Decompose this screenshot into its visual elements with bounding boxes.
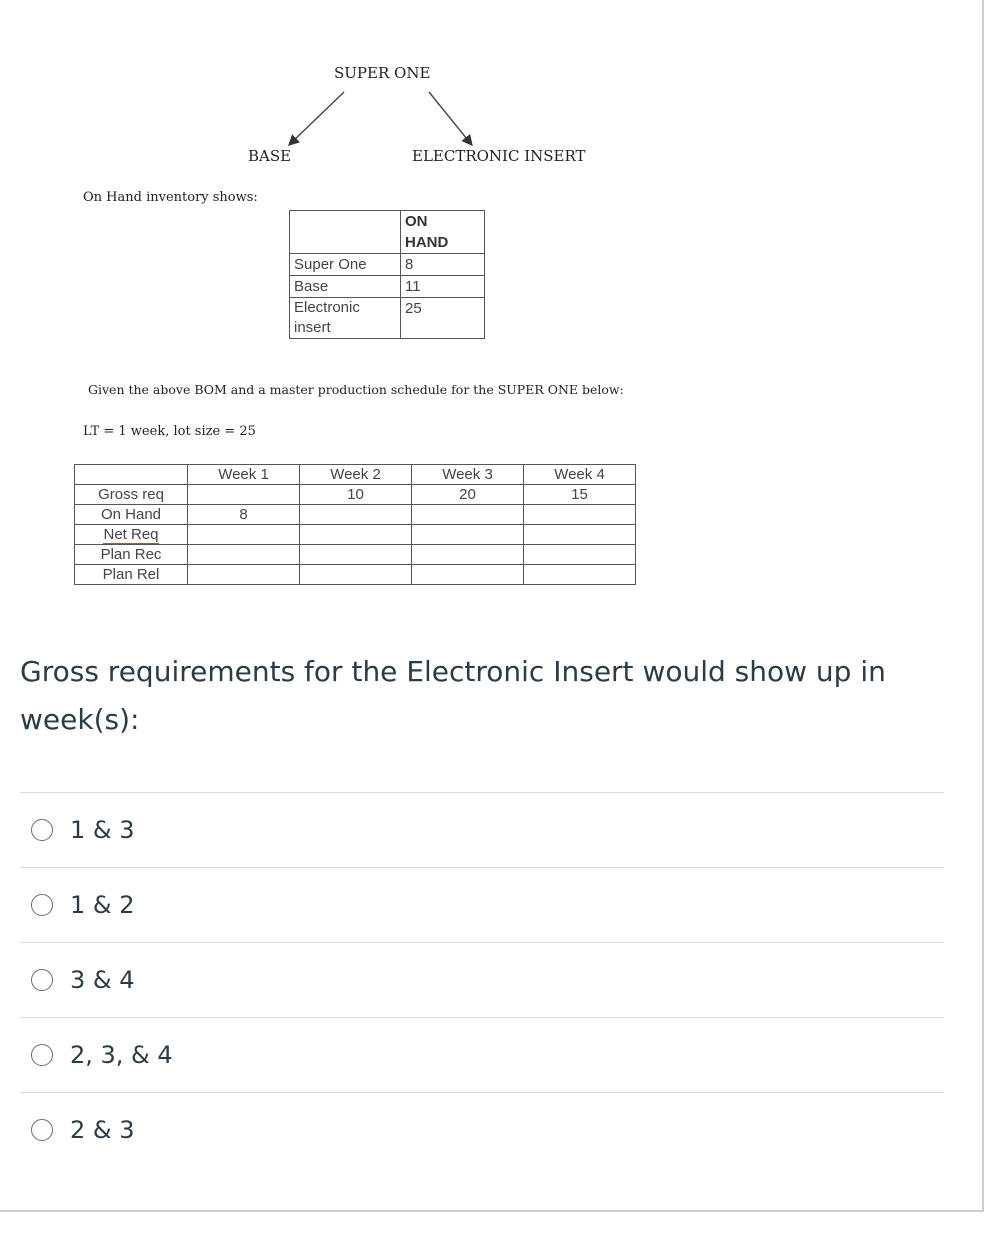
answer-option[interactable] — [20, 1092, 944, 1167]
mps-week-header: Week 1 — [188, 465, 300, 485]
mps-cell — [412, 565, 524, 585]
mps-row-label: On Hand — [75, 505, 188, 525]
mps-week-header: Week 4 — [524, 465, 636, 485]
inventory-qty: 25 — [401, 298, 485, 339]
mps-cell: 8 — [188, 505, 300, 525]
answer-option[interactable] — [20, 792, 944, 867]
mps-cell: 20 — [412, 485, 524, 505]
mps-cell — [300, 505, 412, 525]
inventory-row — [290, 276, 485, 298]
mps-cell — [188, 525, 300, 545]
answer-option[interactable] — [20, 1017, 944, 1092]
radio-button[interactable] — [31, 894, 53, 916]
bom-child-base-label: BASE — [248, 147, 292, 165]
inventory-row — [290, 254, 485, 276]
mps-cell — [300, 525, 412, 545]
mps-row-label: Plan Rec — [75, 545, 188, 565]
inventory-row — [290, 298, 485, 339]
mps-cell: 10 — [300, 485, 412, 505]
mps-week-header: Week 3 — [412, 465, 524, 485]
radio-button[interactable] — [31, 819, 53, 841]
bom-arrow-left — [290, 92, 344, 144]
on-hand-inventory-label: On Hand inventory shows: — [83, 190, 258, 205]
mps-cell — [412, 505, 524, 525]
mps-cell: 15 — [524, 485, 636, 505]
inventory-item: Electronic insert — [290, 298, 401, 339]
mps-row-plan-rel — [75, 565, 636, 585]
inventory-table — [289, 210, 485, 339]
answer-option-label: 2, 3, & 4 — [70, 1041, 173, 1069]
mps-cell — [524, 525, 636, 545]
answer-option-label: 3 & 4 — [70, 966, 135, 994]
given-text: Given the above BOM and a master production schedule for the SUPER ONE below: — [88, 382, 624, 397]
mps-row-net-req — [75, 525, 636, 545]
mps-cell — [412, 525, 524, 545]
inventory-qty: 11 — [401, 276, 485, 298]
mps-cell — [188, 545, 300, 565]
inventory-header-empty — [290, 211, 401, 254]
mps-row-on-hand — [75, 505, 636, 525]
radio-button[interactable] — [31, 1044, 53, 1066]
lead-time-text: LT = 1 week, lot size = 25 — [83, 424, 256, 439]
mps-cell — [524, 505, 636, 525]
mps-week-header: Week 2 — [300, 465, 412, 485]
radio-button[interactable] — [31, 969, 53, 991]
answer-option[interactable] — [20, 942, 944, 1017]
mps-row-gross-req — [75, 485, 636, 505]
inventory-item: Base — [290, 276, 401, 298]
mps-row-label: Net Req — [75, 525, 188, 545]
mps-row-label: Plan Rel — [75, 565, 188, 585]
mps-header-row — [75, 465, 636, 485]
answer-options — [20, 792, 944, 1167]
answer-option[interactable] — [20, 867, 944, 942]
mps-row-label: Gross req — [75, 485, 188, 505]
bom-arrows — [0, 0, 992, 200]
bom-parent-label: SUPER ONE — [334, 64, 431, 82]
mps-cell — [412, 545, 524, 565]
mps-cell — [300, 545, 412, 565]
mps-cell — [524, 565, 636, 585]
mps-cell — [188, 485, 300, 505]
bom-arrow-right — [429, 92, 471, 144]
mps-table — [74, 464, 636, 585]
inventory-header-on-hand: ON HAND — [401, 211, 485, 254]
answer-option-label: 2 & 3 — [70, 1116, 135, 1144]
mps-row-plan-rec — [75, 545, 636, 565]
mps-cell — [300, 565, 412, 585]
bom-child-electronic-insert-label: ELECTRONIC INSERT — [412, 147, 586, 165]
radio-button[interactable] — [31, 1119, 53, 1141]
answer-option-label: 1 & 3 — [70, 816, 135, 844]
mps-cell — [524, 545, 636, 565]
inventory-item: Super One — [290, 254, 401, 276]
question-text: Gross requirements for the Electronic Insert would show up in week(s): — [20, 655, 886, 736]
mps-corner — [75, 465, 188, 485]
inventory-qty: 8 — [401, 254, 485, 276]
mps-cell — [188, 565, 300, 585]
answer-option-label: 1 & 2 — [70, 891, 135, 919]
